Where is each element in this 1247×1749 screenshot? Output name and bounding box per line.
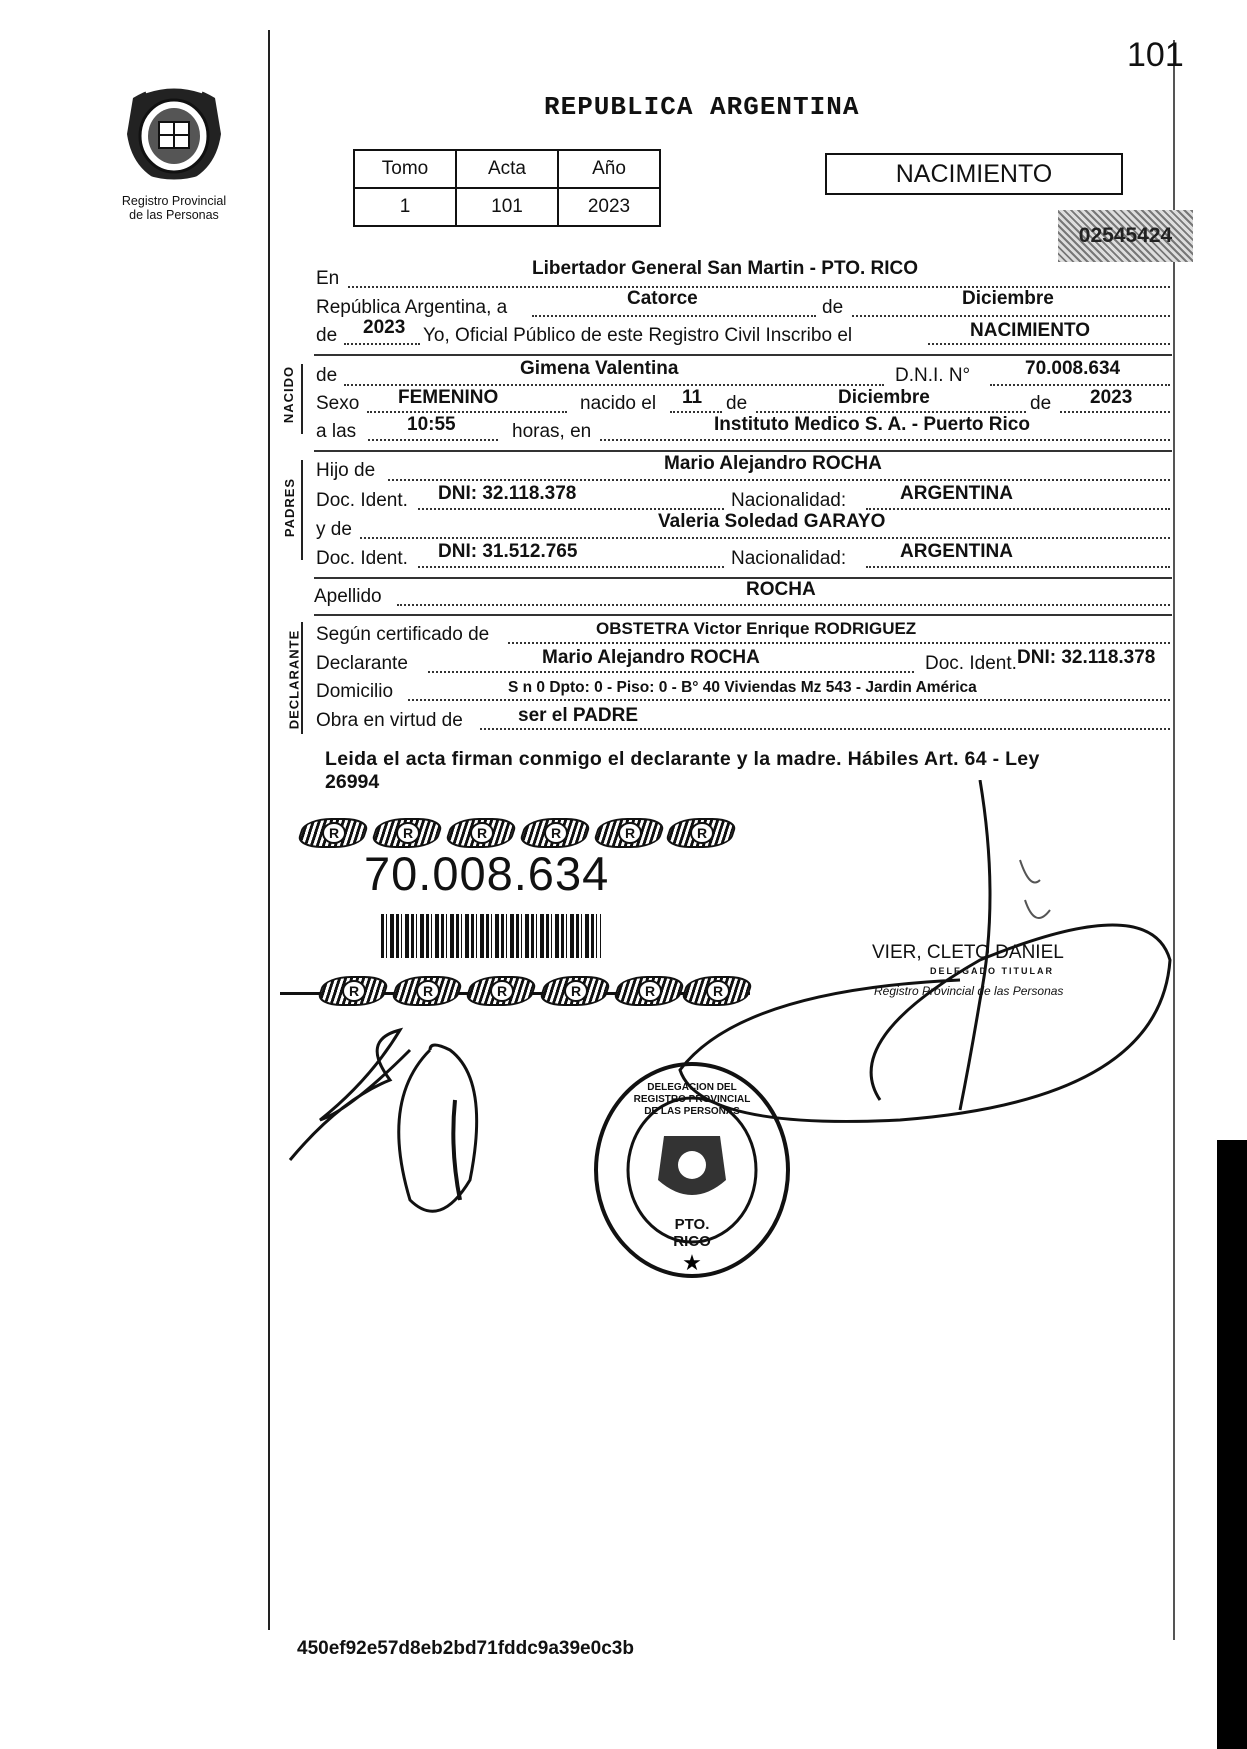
- dni-label: D.N.I. N°: [895, 365, 971, 386]
- registry-line1: Registro Provincial: [121, 194, 227, 208]
- province-seal-logo: [115, 78, 233, 190]
- page-number: 101: [1127, 36, 1184, 74]
- domicilio-value: S n 0 Dpto: 0 - Piso: 0 - B° 40 Viviendas Mz 543 - Jardin América: [508, 679, 977, 696]
- declarante-section-label: DECLARANTE: [286, 629, 302, 730]
- declarante-doc-label: Doc. Ident.: [925, 653, 1017, 674]
- mother-nat-label: Nacionalidad:: [731, 548, 847, 569]
- birth-place: Instituto Medico S. A. - Puerto Rico: [714, 414, 1030, 435]
- acta-header: Acta: [456, 150, 558, 188]
- acta-value: 101: [456, 188, 558, 226]
- official-office: Registro Provincial de las Personas: [874, 984, 1064, 998]
- nacido-de-label: de: [316, 365, 338, 386]
- footer-hash: 450ef92e57d8eb2bd71fddc9a39e0c3b: [297, 1638, 634, 1659]
- declarante-value: Mario Alejandro ROCHA: [542, 647, 760, 668]
- father-nationality: ARGENTINA: [900, 483, 1013, 504]
- official-title: DELEGADO TITULAR: [930, 966, 1054, 976]
- registry-line2: de las Personas: [129, 208, 219, 222]
- country-title: REPUBLICA ARGENTINA: [544, 92, 860, 122]
- y-de-label: y de: [316, 519, 352, 540]
- nacido-section-label: NACIDO: [281, 365, 297, 424]
- security-logo-strip-top: R R R R R R: [296, 812, 736, 852]
- mother-doc: DNI: 31.512.765: [438, 541, 578, 562]
- republica-label: República Argentina, a: [316, 297, 508, 318]
- closing-line1: Leida el acta firman conmigo el declarante y la madre. Hábiles Art. 64 - Ley: [325, 748, 1040, 770]
- birth-year: 2023: [1090, 387, 1133, 408]
- mother-name: Valeria Soledad GARAYO: [658, 511, 886, 532]
- yo-text: Yo, Oficial Público de este Registro Civil Inscribo el: [423, 325, 853, 346]
- scan-edge: [1217, 1140, 1247, 1749]
- mother-nationality: ARGENTINA: [900, 541, 1013, 562]
- obra-label: Obra en virtud de: [316, 710, 463, 731]
- child-dni: 70.008.634: [1025, 358, 1121, 379]
- day-value: Catorce: [627, 288, 698, 309]
- de2-label: de: [316, 325, 338, 346]
- en-label: En: [316, 268, 340, 289]
- birth-day: 11: [682, 387, 703, 408]
- anio-value: 2023: [558, 188, 660, 226]
- seal-ring-text: DELEGACION DEL REGISTRO PROVINCIAL DE LAS PERSONAS: [633, 1082, 751, 1117]
- mother-doc-label: Doc. Ident.: [316, 548, 408, 569]
- padres-section-label: PADRES: [282, 477, 298, 538]
- left-margin-line: [268, 30, 270, 1630]
- tomo-header: Tomo: [354, 150, 456, 188]
- year-value: 2023: [363, 317, 406, 338]
- de-label: de: [822, 297, 844, 318]
- horas-label: horas, en: [512, 421, 592, 442]
- obra-value: ser el PADRE: [518, 705, 639, 726]
- father-nat-label: Nacionalidad:: [731, 490, 847, 511]
- inscribed-value: NACIMIENTO: [970, 320, 1090, 341]
- declarante-doc: DNI: 32.118.378: [1017, 647, 1156, 668]
- father-doc: DNI: 32.118.378: [438, 483, 577, 504]
- father-name: Mario Alejandro ROCHA: [664, 453, 882, 474]
- anio-header: Año: [558, 150, 660, 188]
- apellido-label: Apellido: [314, 586, 382, 607]
- month-value: Diciembre: [962, 288, 1054, 309]
- place-value: Libertador General San Martin - PTO. RICO: [532, 258, 919, 279]
- declarante-label: Declarante: [316, 653, 408, 674]
- de-label-3: de: [1030, 393, 1052, 414]
- round-seal: [592, 1060, 792, 1280]
- a-las-label: a las: [316, 421, 357, 442]
- security-logo-strip-bottom: R R R R R R: [280, 970, 750, 1010]
- sexo-value: FEMENINO: [398, 387, 499, 408]
- closing-line2: 26994: [325, 771, 380, 793]
- sexo-label: Sexo: [316, 393, 360, 414]
- official-name: VIER, CLETO DANIEL: [872, 942, 1064, 963]
- seal-center-text: PTO. RICO: [673, 1216, 711, 1250]
- nacido-el-label: nacido el: [580, 393, 657, 414]
- registry-caption: [107, 194, 241, 222]
- act-type-box: NACIMIENTO: [825, 153, 1123, 195]
- birth-time: 10:55: [407, 414, 456, 435]
- security-stamp: 02545424: [1058, 210, 1193, 262]
- cert-value: OBSTETRA Victor Enrique RODRIGUEZ: [596, 619, 917, 638]
- svg-text:★: ★: [682, 1251, 702, 1276]
- child-name: Gimena Valentina: [520, 358, 679, 379]
- father-doc-label: Doc. Ident.: [316, 490, 408, 511]
- hijo-de-label: Hijo de: [316, 460, 376, 481]
- reference-table: [353, 149, 661, 227]
- barcode-number: 70.008.634: [364, 847, 610, 900]
- tomo-value: 1: [354, 188, 456, 226]
- apellido-value: ROCHA: [746, 579, 816, 600]
- cert-label: Según certificado de: [316, 624, 490, 645]
- domicilio-label: Domicilio: [316, 681, 394, 702]
- birth-month: Diciembre: [838, 387, 930, 408]
- de-label-2: de: [726, 393, 748, 414]
